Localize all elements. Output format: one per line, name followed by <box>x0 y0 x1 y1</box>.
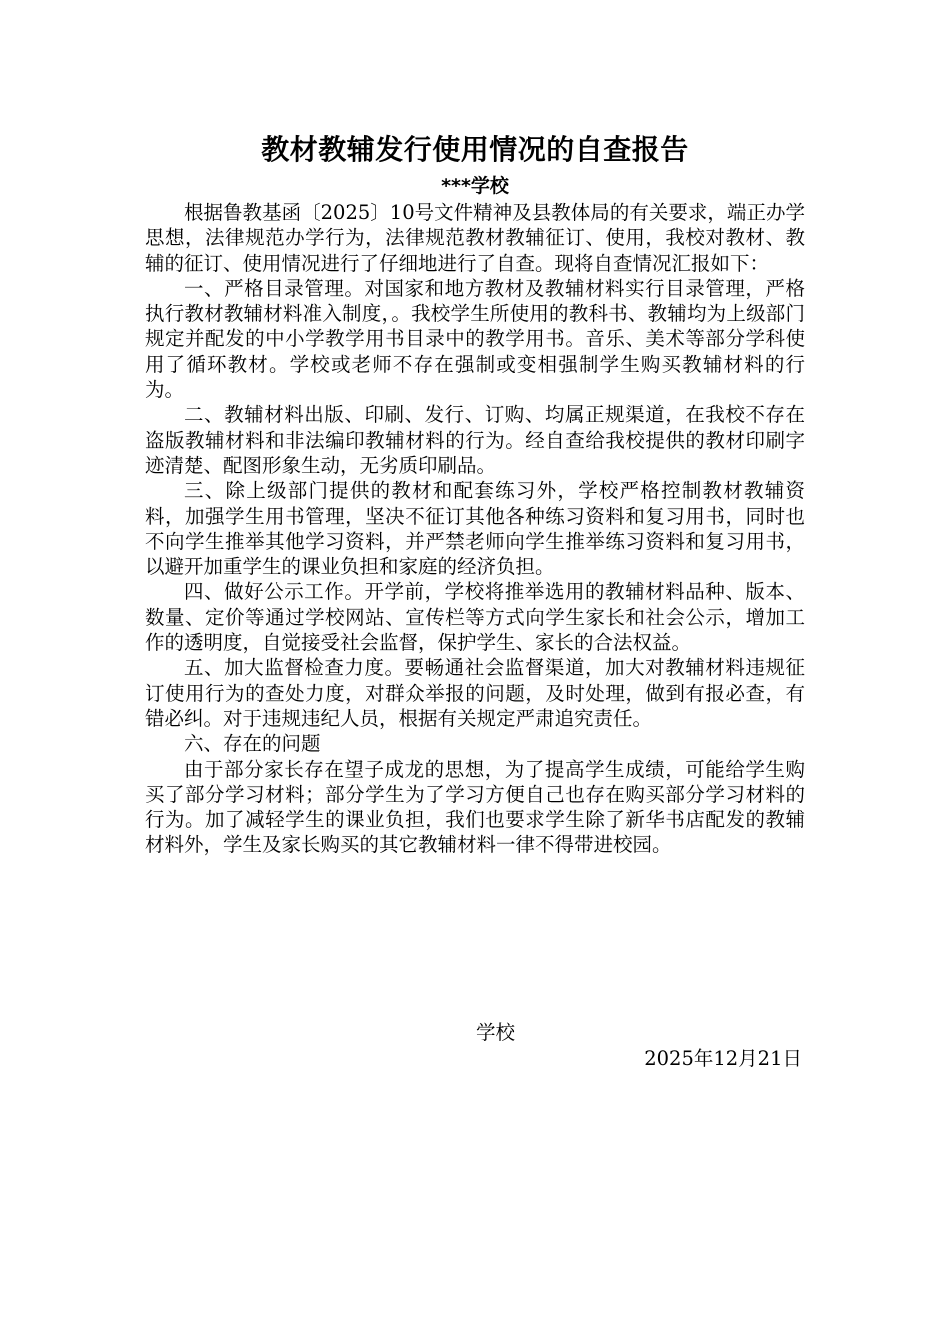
paragraph-item-3: 三、除上级部门提供的教材和配套练习外，学校严格控制教材教辅资料，加强学生用书管理，坚决不征订其他各种练习资料和复习用书，同时也不向学生推举其他学习资料，并严禁老师向学生推举练习资料和复习用书，以避开加重学生的课业负担和家庭的经济负担。 <box>145 479 805 579</box>
paragraph-item-2: 二、教辅材料出版、印刷、发行、订购、均属正规渠道，在我校不存在盗版教辅材料和非法编印教辅材料的行为。经自查给我校提供的教材印刷字迹清楚、配图形象生动，无劣质印刷品。 <box>145 403 805 477</box>
document-body <box>145 200 805 858</box>
paragraph-item-6-body: 由于部分家长存在望子成龙的思想，为了提高学生成绩，可能给学生购买了部分学习材料；部分学生为了学习方便自己也存在购买部分学习材料的行为。加了减轻学生的课业负担，我们也要求学生除了新华书店配发的教辅材料外，学生及家长购买的其它教辅材料一律不得带进校园。 <box>145 757 805 857</box>
document-date: 2025年12月21日 <box>644 1047 802 1070</box>
signature: 学校 <box>476 1021 516 1044</box>
paragraph-item-4: 四、做好公示工作。开学前，学校将推举选用的教辅材料品种、版本、数量、定价等通过学校网站、宣传栏等方式向学生家长和社会公示，增加工作的透明度，自觉接受社会监督，保护学生、家长的合法权益。 <box>145 580 805 655</box>
paragraph-item-1: 一、严格目录管理。对国家和地方教材及教辅材料实行目录管理，严格执行教材教辅材料准入制度，。我校学生所使用的教科书、教辅均为上级部门规定并配发的中小学教学用书目录中的教学用书。音乐、美术等部分学科使用了循环教材。学校或老师不存在强制或变相强制学生购买教辅材料的行为。 <box>145 276 805 402</box>
paragraph-item-6-heading: 六、存在的问题 <box>184 732 321 756</box>
paragraph-intro: 根据鲁教基函〔2025〕10号文件精神及县教体局的有关要求，端正办学思想，法律规范办学行为，法律规范教材教辅征订、使用，我校对教材、教辅的征订、使用情况进行了仔细地进行了自查。现将自查情况汇报如下： <box>145 201 805 275</box>
paragraph-item-5: 五、加大监督检查力度。要畅通社会监督渠道，加大对教辅材料违规征订使用行为的查处力度，对群众举报的问题，及时处理，做到有报必查，有错必纠。对于违规违纪人员，根据有关规定严肃追究责任。 <box>145 656 805 730</box>
document-subtitle: ***学校 <box>441 175 509 197</box>
document-title: 教材教辅发行使用情况的自查报告 <box>261 133 689 166</box>
